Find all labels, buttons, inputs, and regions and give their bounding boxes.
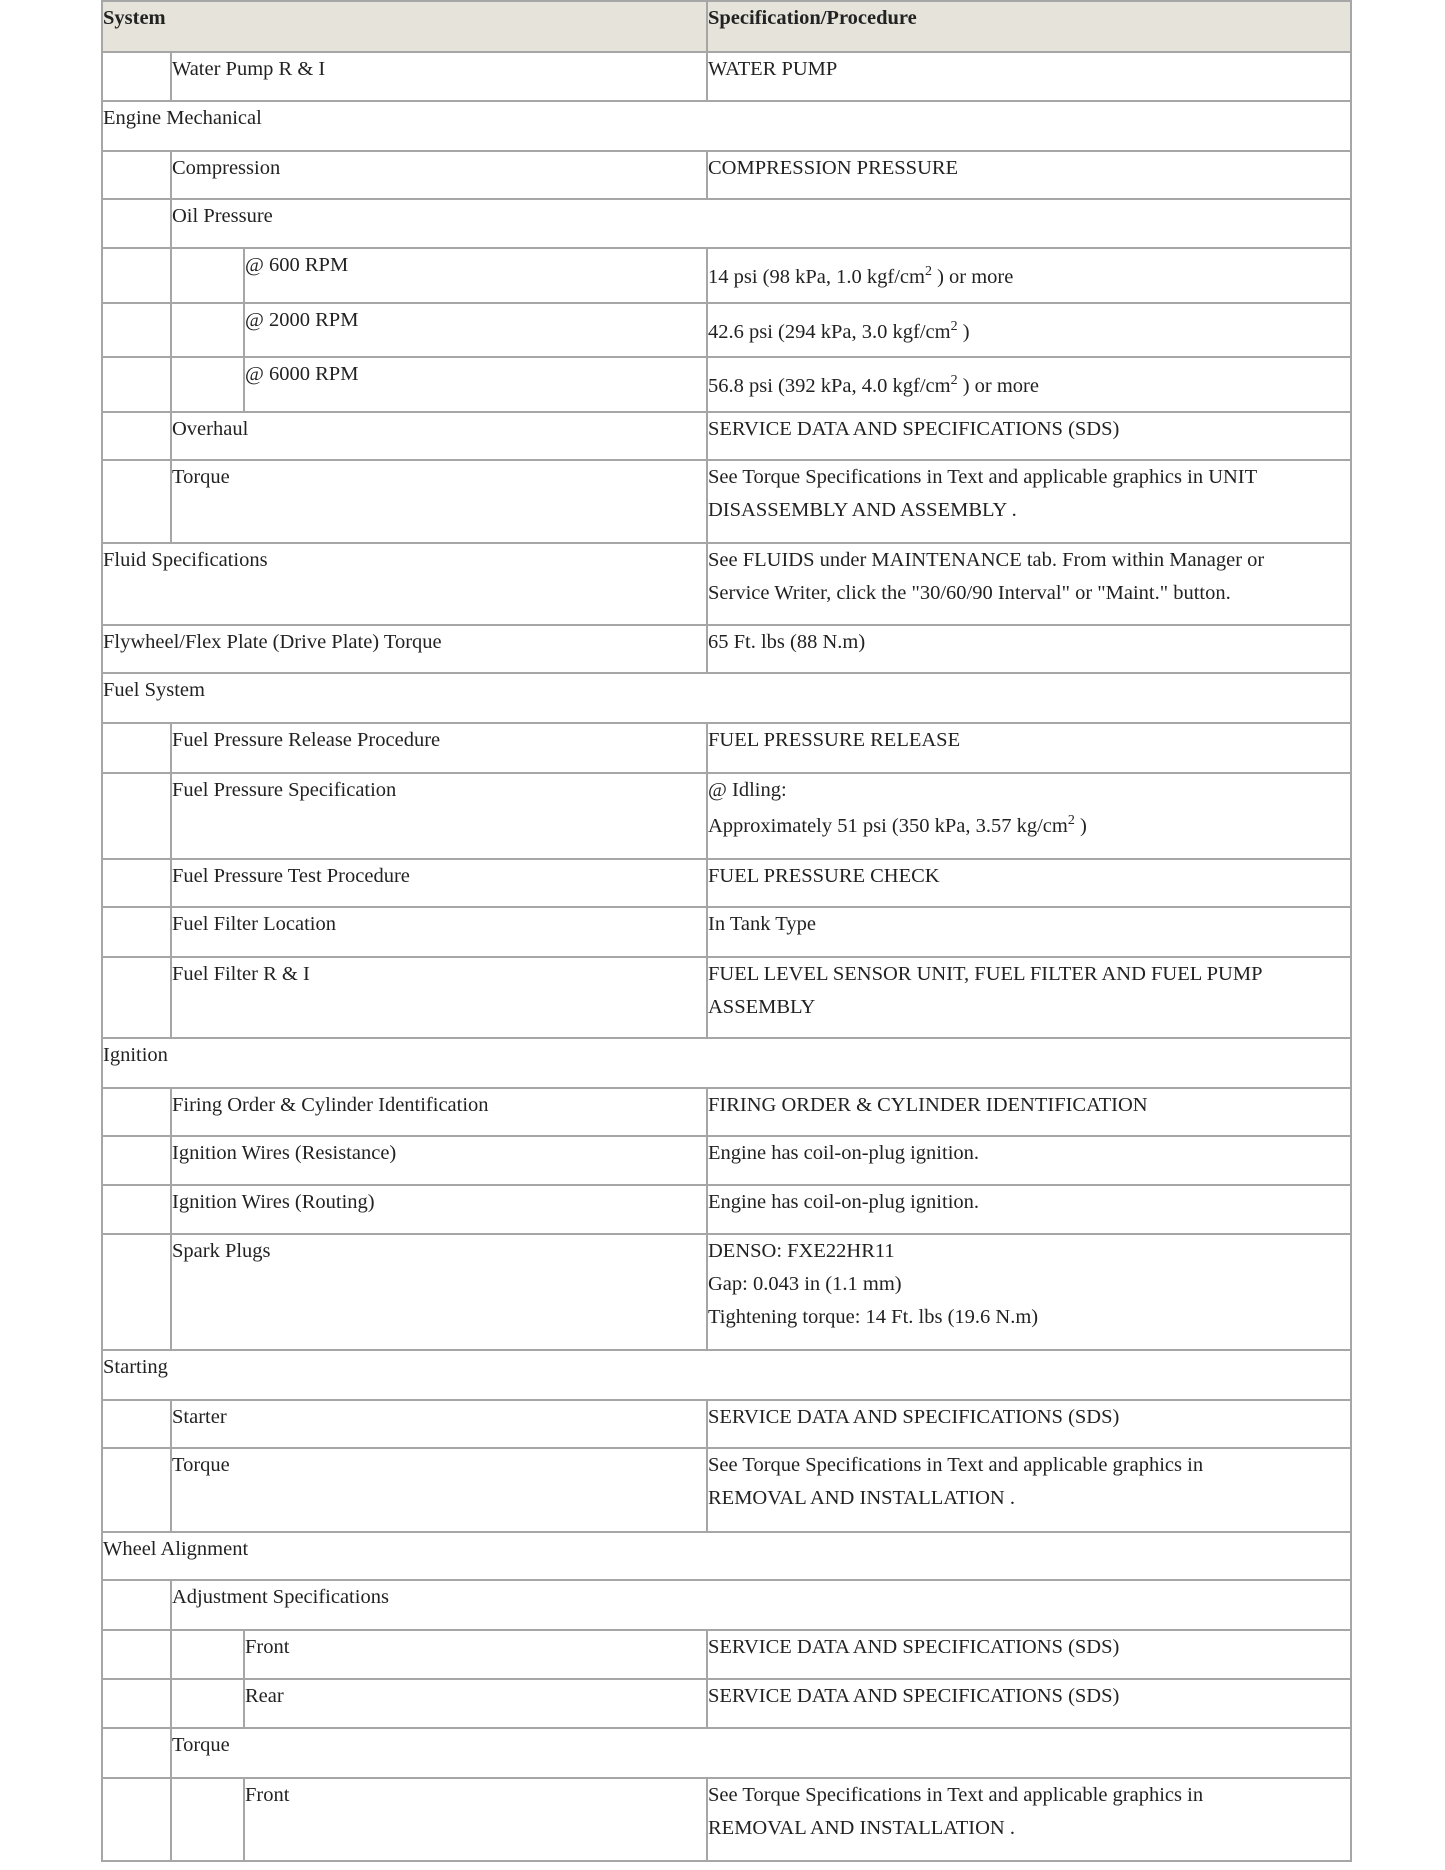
indent-cell [102,957,171,1038]
row-spec: Engine has coil-on-plug ignition. [707,1136,1351,1185]
table-row [102,625,1351,673]
row-spec [707,773,1351,859]
spec-text: 14 psi (98 kPa, 1.0 kgf/cm [708,266,925,288]
spec-line: Tightening torque: 14 Ft. lbs (19.6 N.m) [708,1306,1039,1328]
spec-line: DISASSEMBLY AND ASSEMBLY . [708,499,1017,521]
row-spec: Engine has coil-on-plug ignition. [707,1185,1351,1234]
spec-text: ) [957,321,970,343]
row-label: Fuel Pressure Test Procedure [171,859,707,907]
table-row [102,151,1351,199]
superscript: 2 [950,373,958,389]
row-spec [707,1448,1351,1532]
row-label: Water Pump R & I [171,52,707,101]
indent-cell [171,1630,244,1679]
row-label: Torque [171,1448,707,1532]
indent-cell [171,303,244,357]
spec-line: See Torque Specifications in Text and applicable graphics in UNIT [708,466,1258,488]
row-spec [707,357,1351,412]
table-row [102,1185,1351,1234]
table-row [102,907,1351,957]
row-label: Fluid Specifications [102,543,707,625]
indent-cell [102,151,171,199]
table-row [102,1778,1351,1861]
indent-cell [171,1778,244,1861]
subsection-label: Oil Pressure [171,199,1351,248]
indent-cell [171,248,244,303]
table-row [102,543,1351,625]
table-row [102,957,1351,1038]
section-row [102,101,1351,151]
row-label: Torque [171,460,707,543]
table-header-row [102,1,1351,52]
section-row [102,1532,1351,1580]
subsection-label: Adjustment Specifications [171,1580,1351,1630]
spec-text: 42.6 psi (294 kPa, 3.0 kgf/cm [708,321,951,343]
row-spec: SERVICE DATA AND SPECIFICATIONS (SDS) [707,412,1351,460]
indent-cell [102,1728,171,1778]
table-row [102,303,1351,357]
table-row [102,1234,1351,1350]
spec-line: @ Idling: [708,779,787,801]
indent-cell [102,1630,171,1679]
table-row [102,1136,1351,1185]
subsection-row [102,199,1351,248]
section-label: Starting [102,1350,1351,1400]
indent-cell [102,1185,171,1234]
row-label: Front [244,1630,707,1679]
row-spec: FUEL PRESSURE RELEASE [707,723,1351,773]
indent-cell [102,199,171,248]
header-system: System [102,1,707,52]
row-spec [707,957,1351,1038]
row-label: Fuel Pressure Specification [171,773,707,859]
table-row [102,248,1351,303]
indent-cell [102,52,171,101]
row-spec [707,248,1351,303]
section-label: Ignition [102,1038,1351,1088]
indent-cell [102,1136,171,1185]
row-label: Starter [171,1400,707,1448]
indent-cell [102,357,171,412]
row-spec: FIRING ORDER & CYLINDER IDENTIFICATION [707,1088,1351,1136]
row-label: Compression [171,151,707,199]
indent-cell [102,412,171,460]
indent-cell [102,773,171,859]
row-label: Ignition Wires (Routing) [171,1185,707,1234]
spec-table [101,0,1352,1862]
superscript: 2 [924,264,932,280]
row-label: Firing Order & Cylinder Identification [171,1088,707,1136]
row-label: Fuel Filter Location [171,907,707,957]
indent-cell [102,723,171,773]
spec-line: Service Writer, click the "30/60/90 Interval" or "Maint." button. [708,582,1231,604]
indent-cell [102,303,171,357]
subsection-row [102,1728,1351,1778]
spec-line: ASSEMBLY [708,996,816,1018]
row-label: Overhaul [171,412,707,460]
row-spec [707,543,1351,625]
indent-cell [171,1679,244,1728]
row-label: @ 2000 RPM [244,303,707,357]
section-row [102,1350,1351,1400]
indent-cell [102,907,171,957]
indent-cell [102,1580,171,1630]
spec-line: See FLUIDS under MAINTENANCE tab. From within Manager or [708,549,1265,571]
spec-text: Approximately 51 psi (350 kPa, 3.57 kg/cm [708,815,1068,837]
spec-line: REMOVAL AND INSTALLATION . [708,1817,1015,1839]
spec-text: ) or more [931,266,1014,288]
spec-text: 56.8 psi (392 kPa, 4.0 kgf/cm [708,375,951,397]
superscript: 2 [1067,813,1075,829]
table-row [102,723,1351,773]
row-spec: SERVICE DATA AND SPECIFICATIONS (SDS) [707,1630,1351,1679]
subsection-label: Torque [171,1728,1351,1778]
row-label: Fuel Filter R & I [171,957,707,1038]
spec-text: ) or more [957,375,1039,397]
table-row [102,1679,1351,1728]
spec-line: DENSO: FXE22HR11 [708,1240,895,1262]
superscript: 2 [950,319,958,335]
table-row [102,1448,1351,1532]
spec-line: See Torque Specifications in Text and applicable graphics in [708,1454,1204,1476]
indent-cell [102,1679,171,1728]
row-spec: SERVICE DATA AND SPECIFICATIONS (SDS) [707,1400,1351,1448]
indent-cell [102,859,171,907]
spec-line: FUEL LEVEL SENSOR UNIT, FUEL FILTER AND FUEL PUMP [708,963,1263,985]
row-spec: WATER PUMP [707,52,1351,101]
table-row [102,357,1351,412]
row-spec: In Tank Type [707,907,1351,957]
table-row [102,460,1351,543]
section-label: Fuel System [102,673,1351,723]
spec-line: See Torque Specifications in Text and applicable graphics in [708,1784,1204,1806]
indent-cell [102,248,171,303]
row-label: Rear [244,1679,707,1728]
row-label: Front [244,1778,707,1861]
section-row [102,673,1351,723]
indent-cell [102,1234,171,1350]
spec-line [708,810,1350,843]
header-spec: Specification/Procedure [707,1,1351,52]
section-label: Engine Mechanical [102,101,1351,151]
section-label: Wheel Alignment [102,1532,1351,1580]
spec-line: Gap: 0.043 in (1.1 mm) [708,1273,902,1295]
row-spec [707,460,1351,543]
indent-cell [102,1448,171,1532]
row-spec: COMPRESSION PRESSURE [707,151,1351,199]
indent-cell [102,460,171,543]
spec-line: REMOVAL AND INSTALLATION . [708,1487,1015,1509]
row-label: Flywheel/Flex Plate (Drive Plate) Torque [102,625,707,673]
row-spec: FUEL PRESSURE CHECK [707,859,1351,907]
indent-cell [102,1088,171,1136]
subsection-row [102,1580,1351,1630]
row-label: Fuel Pressure Release Procedure [171,723,707,773]
table-row [102,52,1351,101]
table-row [102,773,1351,859]
table-row [102,1400,1351,1448]
section-row [102,1038,1351,1088]
table-row [102,1088,1351,1136]
row-label: @ 600 RPM [244,248,707,303]
indent-cell [102,1400,171,1448]
row-label: Ignition Wires (Resistance) [171,1136,707,1185]
table-row [102,412,1351,460]
row-spec: 65 Ft. lbs (88 N.m) [707,625,1351,673]
row-label: Spark Plugs [171,1234,707,1350]
table-row [102,859,1351,907]
indent-cell [171,357,244,412]
row-spec [707,303,1351,357]
row-spec [707,1778,1351,1861]
indent-cell [102,1778,171,1861]
row-label: @ 6000 RPM [244,357,707,412]
row-spec: SERVICE DATA AND SPECIFICATIONS (SDS) [707,1679,1351,1728]
spec-text: ) [1074,815,1087,837]
row-spec [707,1234,1351,1350]
table-row [102,1630,1351,1679]
